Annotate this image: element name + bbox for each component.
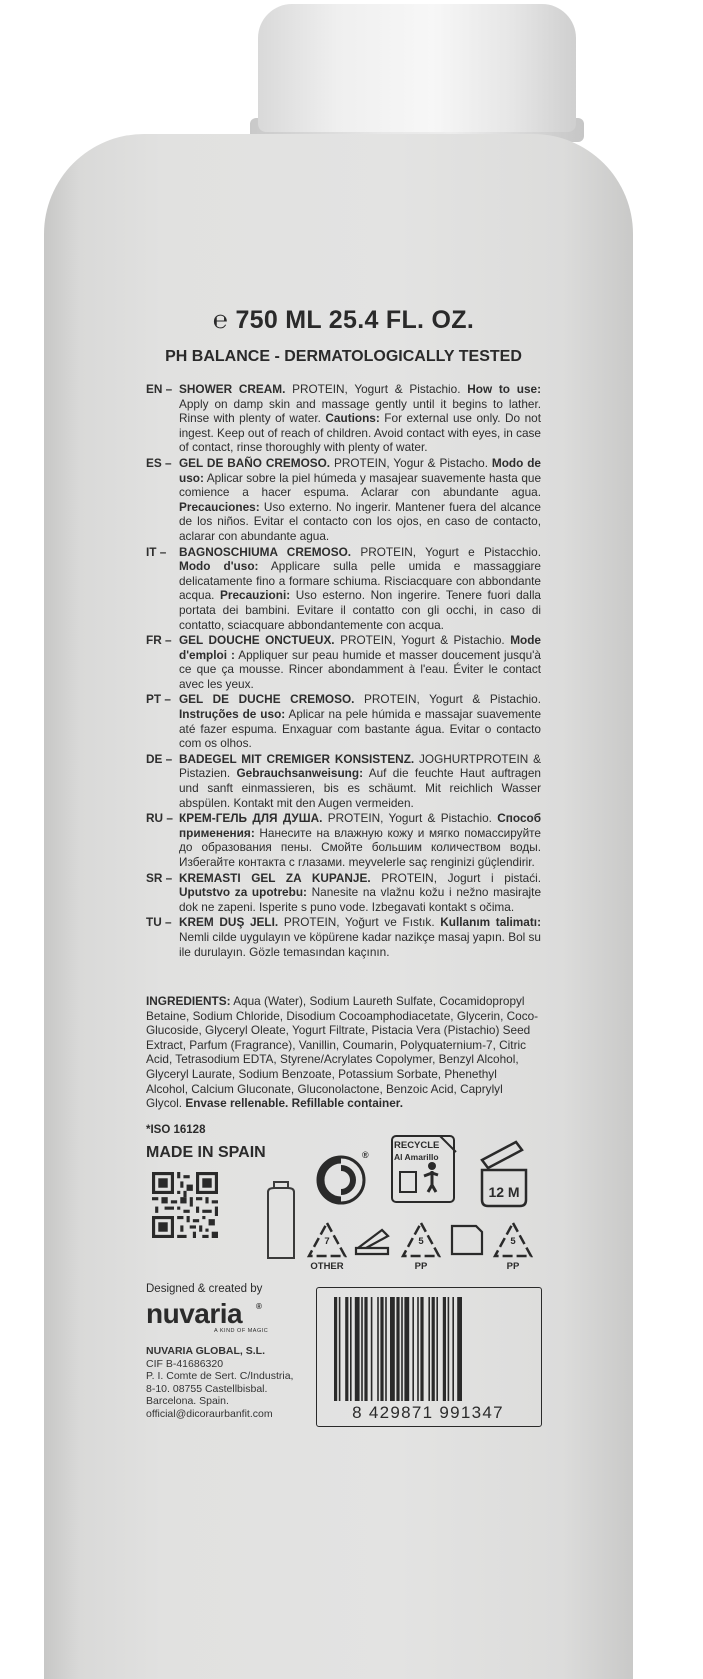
howto-label: Способ применения: [179,811,541,840]
recycle-title: RECYCLE [394,1140,440,1151]
language-text [179,811,541,869]
product-name: PROTEIN, Yogurt & Pistachio. [334,633,511,648]
barcode-bar [417,1297,419,1401]
brand-logo-registered: ® [256,1302,262,1311]
company-email: official@dicoraurbanfit.com [146,1407,273,1420]
company-name: NUVARIA GLOBAL, S.L. [146,1345,265,1357]
iso-note: *ISO 16128 [146,1124,206,1136]
product-title: SHOWER CREAM. [179,382,286,396]
qr-code-icon [152,1172,218,1238]
product-name: PROTEIN, Yogurt & Pistachio. [285,382,468,396]
howto-label: Gebrauchsanweisung: [236,766,364,781]
language-block [146,811,541,869]
language-code: PT – [146,692,171,707]
product-name: PROTEIN, Jogurt i pistaći. [370,870,541,885]
cap-icon [352,1222,392,1258]
caution-text: Uso esterno. Non ingerire. Tenere fuori dalla portata dei bambini. Evitare il contatto con gli occhi, in caso di contatto, sciacquare abbondantemente con acqua. [179,588,541,632]
howto-text: Nemli cilde uygulayın ve köpürene kadar nazikçe masaj yapın. Bol su ile durulayın. Gözle temasından kaçının. [179,929,541,959]
howto-text: Nanesite na vlažnu kožu i nežno masirajte dok ne zapeni. Isperite s puno vode. Izbegavati kontakt s očima. [179,885,542,914]
product-name: PROTEIN, Yogurt e Pistacchio. [351,544,541,559]
barcode-bar [404,1297,409,1401]
language-code: FR – [146,633,172,648]
resin-label-pp: PP [414,1261,428,1272]
resin-code-pp: 5 [418,1236,424,1247]
barcode-bar [420,1297,423,1401]
recycle-subtitle: Al Amarillo [394,1152,439,1162]
language-block [146,382,541,455]
barcode-bar [339,1297,341,1401]
language-block [146,752,541,810]
howto-label: Kullanım talimatı: [440,915,541,930]
company-address-line: 8-10. 08755 Castellbisbal. [146,1382,268,1395]
ingredients-block [146,994,541,1111]
company-cif: CIF B-41686320 [146,1357,224,1370]
howto-label: Modo d'uso: [179,559,259,574]
barcode-bar [385,1297,387,1401]
language-code: DE – [146,751,173,766]
caution-text: Uso externo. No ingerir. Mantener fuera del alcance de los niños. Evitar el contacto con los ojos, en caso de contacto, aclarar con abundante agua. [179,499,541,543]
ingredients-label: INGREDIENTS: [146,994,231,1008]
barcode-bar [457,1297,462,1401]
product-name: PROTEIN, Yogurt & Pistachio. [322,811,498,826]
bottle-outline-icon [262,1180,300,1262]
language-text [179,382,541,455]
howto-label: Modo de uso: [179,455,541,485]
howto-label: Uputstvo za upotrebu: [179,885,307,900]
product-title: KREM DUŞ JELI. [179,915,279,930]
howto-text: Applicare sulla pelle umida e massaggiare delicatamente fino a formare schiuma. Risciacquare con abbondante acqua. [179,559,541,603]
language-block [146,456,541,544]
language-code: TU – [146,915,172,930]
barcode-bar [345,1297,348,1401]
howto-label: Mode d'emploi : [179,633,541,662]
ingredients-text: Aqua (Water), Sodium Laureth Sulfate, Cocamidopropyl Betaine, Sodium Chloride, Disodium Cocoamphodiacetate, Glycerin, Coco-Glucoside, Glyceryl Oleate, Yogurt Filtrate, Pistacia Vera (Pistachio) Seed Extract, Parfum (Fragrance), Vanillin, Coumarin, Polyquaternium-7, Citric Acid, Tetrasodium EDTA, Styrene/Acrylates Copolymer, Benzyl Alcohol, Glyceryl Laurate, Sodium Benzoate, Potassium Sorbate, Phenethyl Alcohol, Calcium Gluconate, Gluconolactone, Benzoic Acid, Caprylyl Glycol. [146,994,539,1111]
language-text [179,915,541,959]
barcode-bar [452,1297,454,1401]
barcode-bar [350,1297,352,1401]
language-text [179,633,541,691]
language-code: IT – [146,544,167,559]
language-code: ES – [146,455,172,470]
howto-text: Appliquer sur peau humide et masser doucement jusqu'à ce que ça mousse. Rincer abondamment à l'eau. Éviter le contact avec les yeux. [179,647,541,691]
language-code: SR – [146,870,173,885]
language-text [179,456,541,544]
howto-text: Apply on damp skin and massage gently until it begins to lather. Rinse with plenty of water. [179,396,541,426]
product-title: KREMASTI GEL ZA KUPANJE. [179,870,371,885]
green-dot-icon [315,1154,367,1206]
barcode-bar [334,1297,337,1401]
barcode-bar [361,1297,363,1401]
barcode-bar [380,1297,383,1401]
resin-code-other: 7 [324,1236,330,1247]
resin-code-pp-2: 5 [510,1236,516,1247]
claim-label: PH BALANCE - DERMATOLOGICALLY TESTED [165,348,522,365]
howto-text: Aplicar na pele húmida e massajar suavemente até fazer espuma. Enxaguar com bastante água. Evitar o contacto com os olhos. [179,707,541,751]
language-text [179,545,541,633]
product-title: КРЕМ-ГЕЛЬ ДЛЯ ДУША. [179,811,323,826]
barcode-bar [401,1297,403,1401]
company-address-line: Barcelona. Spain. [146,1395,229,1408]
language-code: EN – [146,382,173,396]
barcode-bar [443,1297,446,1401]
language-block [146,692,541,750]
howto-label: Instruções de uso: [179,707,286,722]
registered-mark: ® [362,1150,369,1160]
pao-label: 12 M [488,1184,520,1200]
barcode-bar [432,1297,435,1401]
barcode-bar [364,1297,367,1401]
barcode-bar [371,1297,373,1401]
barcode-bar [428,1297,430,1401]
product-name: PROTEIN, Yoğurt ve Fıstık. [278,915,441,930]
barcode-bar [355,1297,360,1401]
language-block [146,871,541,915]
product-title: GEL DE DUCHE CREMOSO. [179,692,355,707]
howto-text: Нанесите на влажную кожу и мягко помассируйте до образования пены. Смойте большим количеством воды. Избегайте контакта с глазами. meyvelerle saç renginizi güçlendirir. [179,825,541,869]
language-text [179,871,541,915]
barcode-bar [412,1297,414,1401]
howto-text: Auf die feuchte Haut auftragen und sanft einmassieren, bis es schäumt. Mit reichlich Wasser abspülen. Kontakt mit den Augen vermeiden. [179,766,541,810]
barcode-number: 8 429871 991347 [352,1403,504,1422]
language-text [179,692,541,750]
barcode-bar [396,1297,399,1401]
product-name: JOGHURTPROTEIN & Pistazien. [179,751,541,781]
product-name: PROTEIN, Yogur & Pistacho. [330,455,492,470]
volume-label: ℮ 750 ML 25.4 FL. OZ. [212,306,475,334]
caution-label: Precauciones: [179,499,260,514]
howto-text: Aplicar sobre la piel húmeda y masajear suavemente hasta que comience a hacer espuma. Aclarar con abundante agua. [179,470,541,500]
barcode-bar [390,1297,395,1401]
language-block [146,633,541,691]
barcode-bars [334,1297,524,1401]
product-name: PROTEIN, Yogurt & Pistachio. [354,692,542,707]
brand-logo: nuvaria [146,1298,243,1329]
bottle-cap [258,4,576,132]
designed-by-label: Designed & created by [146,1283,263,1295]
resin-label-pp-2: PP [506,1261,520,1272]
brand-tagline: A KIND OF MAGIC [214,1328,269,1334]
caution-label: Precauzioni: [220,588,291,603]
product-title: GEL DE BAÑO CREMOSO. [179,455,331,470]
language-text [179,752,541,810]
language-code: RU – [146,811,173,826]
product-title: BADEGEL MIT CREMIGER KONSISTENZ. [179,751,415,766]
product-title: GEL DOUCHE ONCTUEUX. [179,633,335,648]
howto-label: How to use: [467,382,541,396]
barcode-bar [436,1297,438,1401]
refill-note: Envase rellenable. Refillable container. [185,1096,404,1111]
caution-label: Cautions: [325,411,380,426]
resin-label-other: OTHER [310,1261,344,1272]
language-block [146,545,541,633]
made-in-label: MADE IN SPAIN [146,1144,266,1161]
language-instructions [146,382,541,960]
barcode-bar [448,1297,450,1401]
language-block [146,915,541,959]
company-address-line: P. I. Comte de Sert. C/Industria, [146,1370,294,1383]
company-info [146,1345,293,1421]
barcode-bar [377,1297,379,1401]
caution-text: For external use only. Do not ingest. Keep out of reach of children. Avoid contact with eyes, in case of contact, rinse thoroughly with plenty of water. [179,411,541,455]
product-title: BAGNOSCHIUMA CREMOSO. [179,544,352,559]
label-sleeve-icon [448,1222,486,1258]
